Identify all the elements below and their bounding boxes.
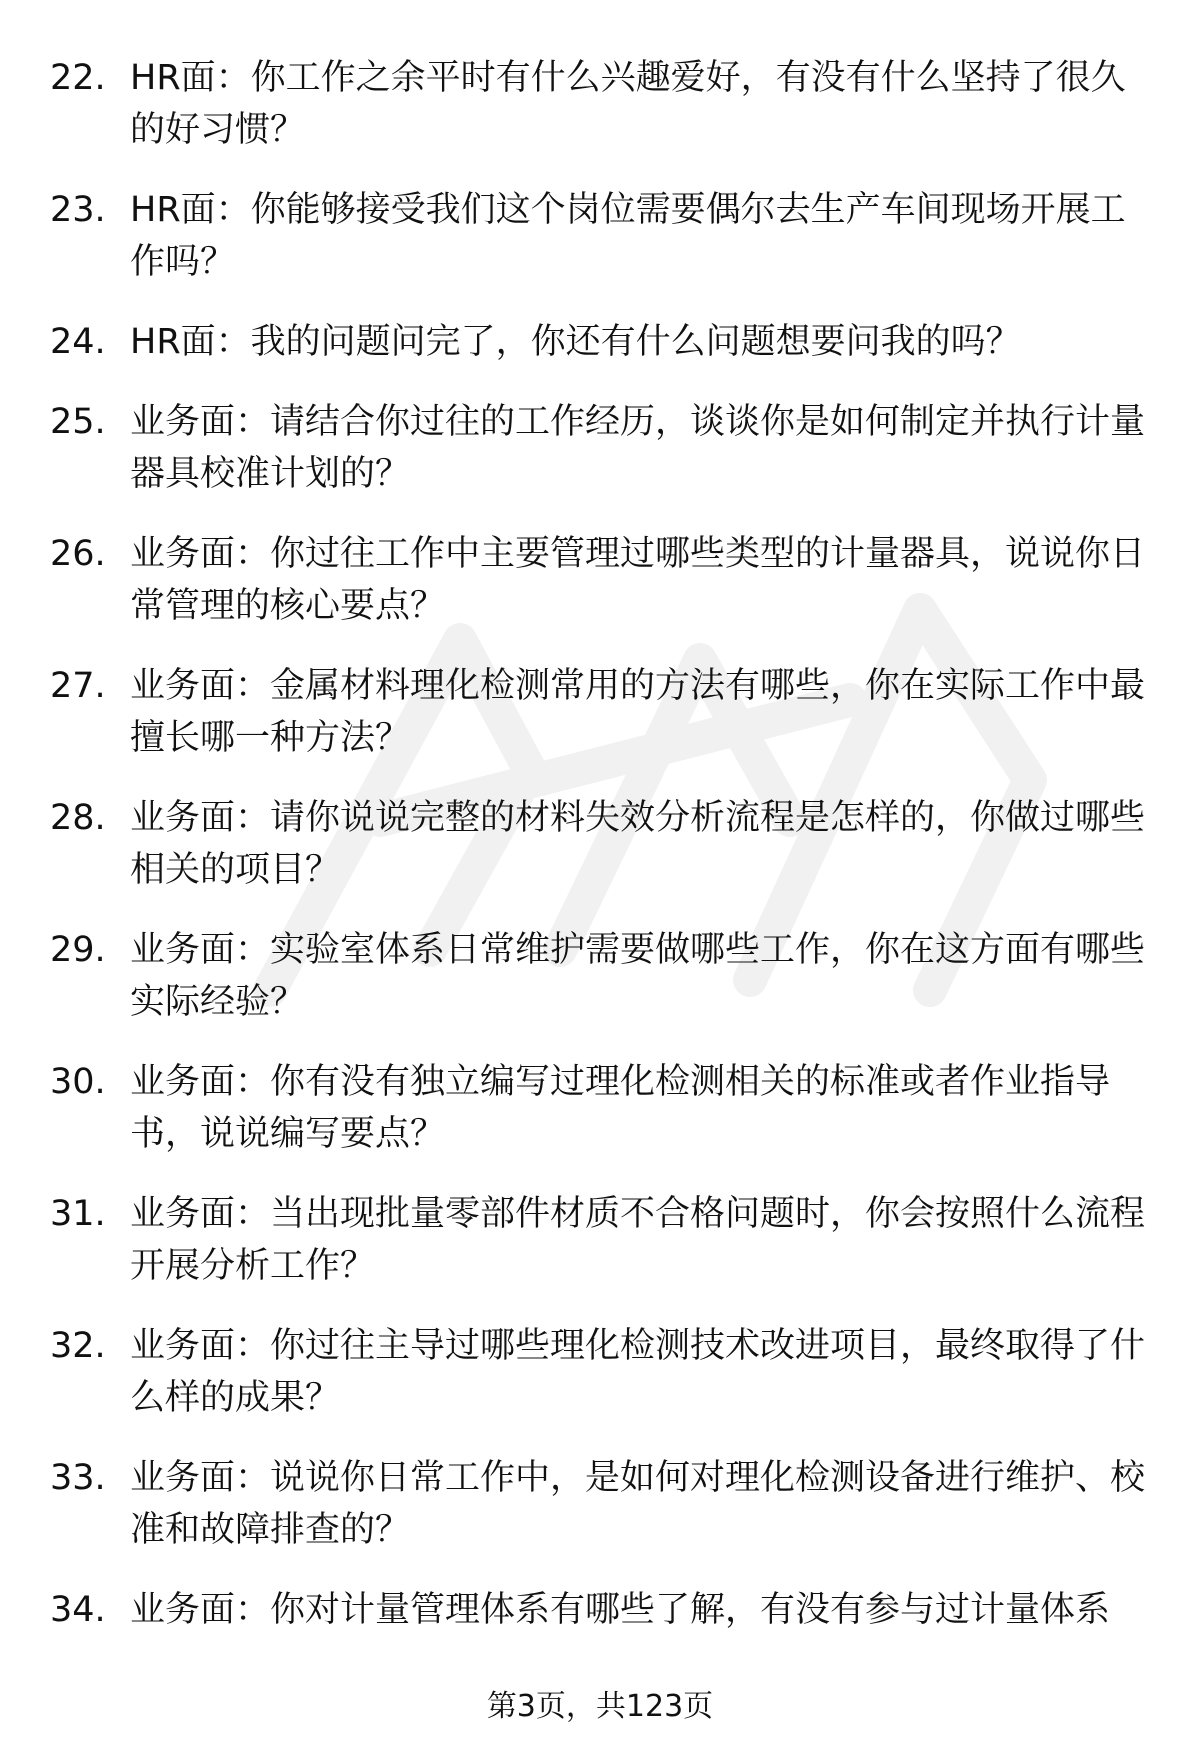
question-text: HR面：你能够接受我们这个岗位需要偶尔去生产车间现场开展工作吗？ — [130, 190, 1126, 282]
question-number: 26. — [50, 534, 106, 574]
list-item — [50, 52, 1160, 156]
question-number: 28. — [50, 798, 106, 838]
list-item — [50, 1452, 1160, 1556]
question-text: 业务面：你有没有独立编写过理化检测相关的标准或者作业指导书，说说编写要点？ — [130, 1062, 1111, 1154]
question-text: 业务面：请你说说完整的材料失效分析流程是怎样的，你做过哪些相关的项目？ — [130, 798, 1146, 890]
list-item — [50, 1056, 1160, 1160]
list-item — [50, 396, 1160, 500]
question-list — [50, 52, 1160, 1664]
question-text: 业务面：你对计量管理体系有哪些了解，有没有参与过计量体系 — [130, 1590, 1111, 1630]
question-text: 业务面：你过往主导过哪些理化检测技术改进项目，最终取得了什么样的成果？ — [130, 1326, 1146, 1418]
question-number: 29. — [50, 930, 106, 970]
list-item — [50, 316, 1160, 368]
list-item — [50, 924, 1160, 1028]
question-number: 25. — [50, 402, 106, 442]
question-text: 业务面：请结合你过往的工作经历，谈谈你是如何制定并执行计量器具校准计划的？ — [130, 402, 1146, 494]
list-item — [50, 1584, 1160, 1636]
page-number-label: 第3页，共123页 — [486, 1689, 714, 1724]
question-text: 业务面：实验室体系日常维护需要做哪些工作，你在这方面有哪些实际经验？ — [130, 930, 1146, 1022]
list-item — [50, 1188, 1160, 1292]
list-item — [50, 660, 1160, 764]
list-item — [50, 1320, 1160, 1424]
question-number: 22. — [50, 58, 106, 98]
question-number: 34. — [50, 1590, 106, 1630]
question-text: 业务面：金属材料理化检测常用的方法有哪些，你在实际工作中最擅长哪一种方法？ — [130, 666, 1146, 758]
question-text: 业务面：说说你日常工作中，是如何对理化检测设备进行维护、校准和故障排查的？ — [130, 1458, 1146, 1550]
list-item — [50, 184, 1160, 288]
page-footer — [0, 1687, 1200, 1727]
list-item — [50, 528, 1160, 632]
list-item — [50, 792, 1160, 896]
question-number: 24. — [50, 322, 106, 362]
question-number: 31. — [50, 1194, 106, 1234]
question-number: 32. — [50, 1326, 106, 1366]
question-number: 27. — [50, 666, 106, 706]
question-text: HR面：你工作之余平时有什么兴趣爱好，有没有什么坚持了很久的好习惯？ — [130, 58, 1126, 150]
question-number: 33. — [50, 1458, 106, 1498]
question-text: 业务面：当出现批量零部件材质不合格问题时，你会按照什么流程开展分析工作？ — [130, 1194, 1146, 1286]
question-text: 业务面：你过往工作中主要管理过哪些类型的计量器具，说说你日常管理的核心要点？ — [130, 534, 1146, 626]
question-text: HR面：我的问题问完了，你还有什么问题想要问我的吗？ — [130, 322, 1021, 362]
question-number: 30. — [50, 1062, 106, 1102]
question-number: 23. — [50, 190, 106, 230]
